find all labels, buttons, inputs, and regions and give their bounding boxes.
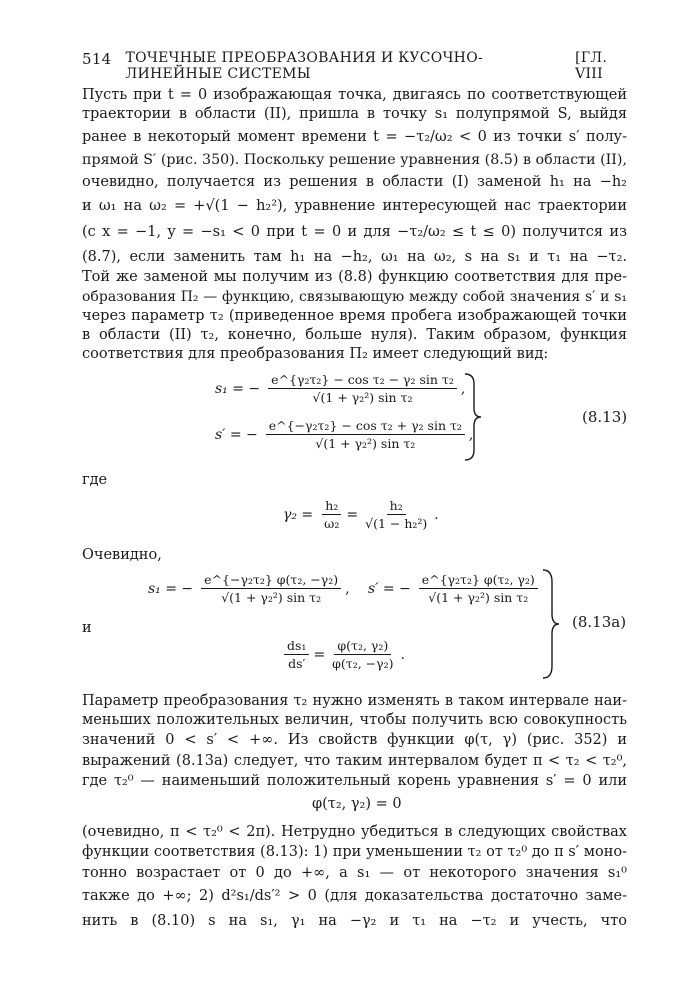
equals-sign: = [346,506,359,523]
text-line: (с x = −1, y = −s₁ < 0 при t = 0 и для −τ₂/ω₂ ≤ t ≤ 0) получится из [82,224,627,240]
text-line: (очевидно, π < τ₂⁰ < 2π). Нетрудно убедиться в следующих свойствах [82,824,627,840]
denominator: ds′ [288,656,306,671]
text-line: тонно возрастает от 0 до +∞, а s₁ — от некоторого значения s₁⁰ [82,865,627,881]
text-line: очевидно, получается из решения в области (I) заменой h₁ на −h₂ [82,174,627,190]
denominator: √(1 + γ₂²) sin τ₂ [428,590,529,605]
text-line: Параметр преобразования τ₂ нужно изменять в таком интервале наи- [82,693,627,709]
text-line: меньших положительных величин, чтобы получить всю совокупность [82,712,627,728]
text-line: образования Π₂ — функцию, связывающую между собой значения s′ и s₁ [82,289,627,305]
text-line: Той же заменой мы получим из (8.8) функцию соответствия для пре- [82,269,627,285]
text-line: через параметр τ₂ (приведенное время пробега изображающей точки [82,308,627,324]
denominator: √(1 − h₂²) [365,516,428,531]
right-brace [540,568,562,680]
equation-lhs: γ₂ = [283,506,314,523]
numerator: e^{−γ₂τ₂} − cos τ₂ + γ₂ sin τ₂ [266,418,465,435]
equation-lhs: s₁ = − [148,580,194,597]
text-line: прямой S′ (рис. 350). Поскольку решение уравнения (8.5) в области (II), [82,152,627,168]
numerator: ds₁ [284,638,309,655]
fraction [419,572,538,605]
fraction [329,638,396,671]
page-number: 514 [82,50,112,68]
fraction [321,498,342,531]
text-line: где τ₂⁰ — наименьший положительный корень уравнения s′ = 0 или [82,773,627,789]
numerator: h₂ [387,498,406,515]
fraction [362,498,430,531]
numerator: e^{−γ₂τ₂} φ(τ₂, −γ₂) [201,572,341,589]
text-line: траектории в области (II), пришла в точку s₁ полупрямой S, выйдя [82,106,627,122]
where-word: где [82,472,108,488]
fraction [284,638,309,671]
equation-number: (8.13) [582,408,628,426]
running-title: ТОЧЕЧНЫЕ ПРЕОБРАЗОВАНИЯ И КУСОЧНО-ЛИНЕЙНЫЕ СИСТЕМЫ [125,50,484,82]
equals-sign: = [313,646,326,663]
equation-lhs: s₁ = − [215,380,261,397]
text-line: функции соответствия (8.13): 1) при уменьшении τ₂ от τ₂⁰ до π s′ моно- [82,844,627,860]
equation-tail: , [345,580,350,597]
denominator: ω₂ [324,516,340,531]
text-line: Пусть при t = 0 изображающая точка, двигаясь по соответствующей [82,87,627,103]
denominator: √(1 + γ₂²) sin τ₂ [312,390,413,405]
denominator: √(1 + γ₂²) sin τ₂ [315,436,416,451]
chapter-marker: [ГЛ. VIII [575,50,608,82]
equation-line-s1 [148,572,350,605]
obviously-word: Очевидно, [82,547,162,563]
equation-tail: , [460,380,466,397]
denominator: √(1 + γ₂²) sin τ₂ [221,590,322,605]
equation-tail: . [400,646,405,663]
fraction [201,572,341,605]
equation-tail: , [468,426,474,443]
text-line: (8.7), если заменить там h₁ на −h₂, ω₁ на ω₂, s на s₁ и τ₁ на −τ₂. [82,249,627,265]
numerator: φ(τ₂, γ₂) [334,638,391,655]
and-word: и [82,620,92,636]
equation-line-derivative [280,638,405,671]
denominator: φ(τ₂, −γ₂) [332,656,394,671]
text-line: в области (II) τ₂, конечно, больше нуля). Таким образом, функция [82,327,627,343]
fraction [266,418,465,451]
running-header [82,50,627,82]
gamma-definition [283,498,439,531]
equation-lhs: s′ = − [215,426,258,443]
right-brace [462,372,484,462]
equation-line-sprime [215,418,473,451]
numerator: e^{γ₂τ₂} − cos τ₂ − γ₂ sin τ₂ [268,372,457,389]
numerator: e^{γ₂τ₂} φ(τ₂, γ₂) [419,572,538,589]
equation-phi: φ(τ₂, γ₂) = 0 [312,796,402,812]
fraction [268,372,457,405]
numerator: h₂ [322,498,341,515]
text-line: и ω₁ на ω₂ = +√(1 − h₂²), уравнение интересующей нас траектории [82,198,627,214]
text-line: выражений (8.13a) следует, что таким интервалом будет π < τ₂ < τ₂⁰, [82,753,627,769]
text-line: соответствия для преобразования Π₂ имеет следующий вид: [82,346,549,362]
text-line: ранее в некоторый момент времени t = −τ₂/ω₂ < 0 из точки s′ полу- [82,129,627,145]
equation-lhs: s′ = − [368,580,411,597]
equation-line-sprime [368,572,542,605]
text-line: нить в (8.10) s на s₁, γ₁ на −γ₂ и τ₁ на −τ₂ и учесть, что [82,913,627,929]
equation-line-s1 [215,372,465,405]
text-line: также до +∞; 2) d²s₁/ds′² > 0 (для доказательства достаточно заме- [82,888,627,904]
equation-number: (8.13a) [572,613,627,631]
text-line: значений 0 < s′ < +∞. Из свойств функции φ(τ, γ) (рис. 352) и [82,732,627,748]
equation-tail: . [434,506,439,523]
